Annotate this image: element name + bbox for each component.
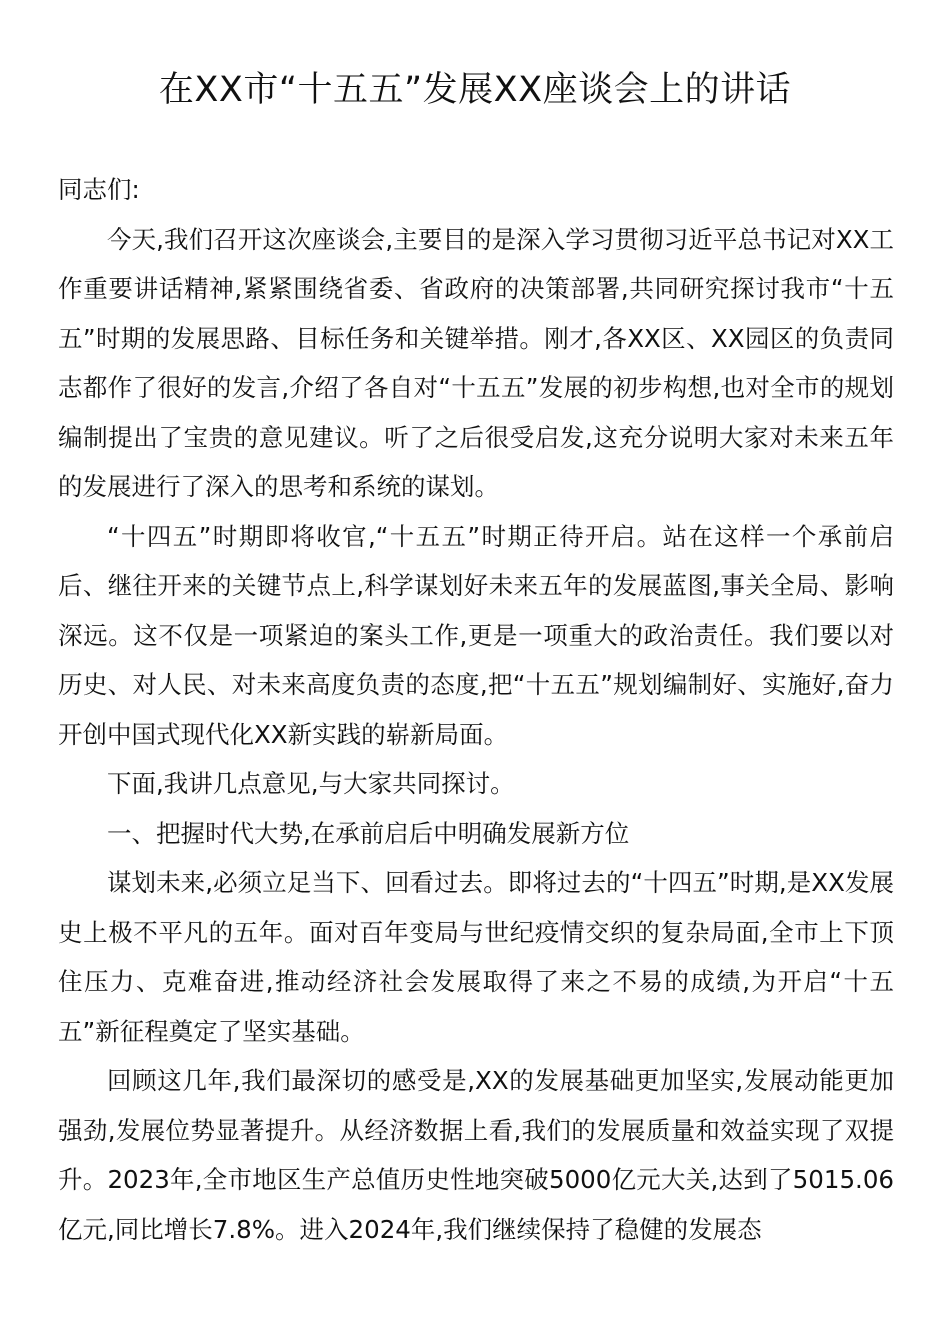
salutation: 同志们: [58, 175, 140, 204]
paragraph-intro: 今天,我们召开这次座谈会,主要目的是深入学习贯彻习近平总书记对XX工作重要讲话精神,紧紧围绕省委、省政府的决策部署,共同研究探讨我市“十五五”时期的发展思路、目标任务和关键举措。刚才,各XX区、XX园区的负责同志都作了很好的发言,介绍了各自对“十五五”发展的初步构想,也对全市的规划编制提出了宝贵的意见建议。听了之后很受启发,这充分说明大家对未来五年的发展进行了深入的思考和系统的谋划。 [58, 224, 894, 501]
paragraph-transition: 下面,我讲几点意见,与大家共同探讨。 [107, 769, 515, 798]
document-title: 在XX市“十五五”发展XX座谈会上的讲话 [158, 70, 792, 110]
paragraph-review: 谋划未来,必须立足当下、回看过去。即将过去的“十四五”时期,是XX发展史上极不平凡的五年。面对百年变局与世纪疫情交织的复杂局面,全市上下顶住压力、克难奋进,推动经济社会发展取得了来之不易的成绩,为开启“十五五”新征程奠定了坚实基础。 [58, 868, 894, 1046]
document-body [58, 165, 894, 1254]
section-heading-1: 一、把握时代大势,在承前启后中明确发展新方位 [107, 818, 630, 848]
paragraph-achievements: 回顾这几年,我们最深切的感受是,XX的发展基础更加坚实,发展动能更加强劲,发展位势显著提升。从经济数据上看,我们的发展质量和效益实现了双提升。2023年,全市地区生产总值历史性地突破5000亿元大关,达到了5015.06亿元,同比增长7.8%。进入2024年,我们继续保持了稳健的发展态 [58, 1066, 894, 1244]
paragraph-context: “十四五”时期即将收官,“十五五”时期正待开启。站在这样一个承前启后、继往开来的关键节点上,科学谋划好未来五年的发展蓝图,事关全局、影响深远。这不仅是一项紧迫的案头工作,更是一项重大的政治责任。我们要以对历史、对人民、对未来高度负责的态度,把“十五五”规划编制好、实施好,奋力开创中国式现代化XX新实践的崭新局面。 [58, 521, 894, 749]
